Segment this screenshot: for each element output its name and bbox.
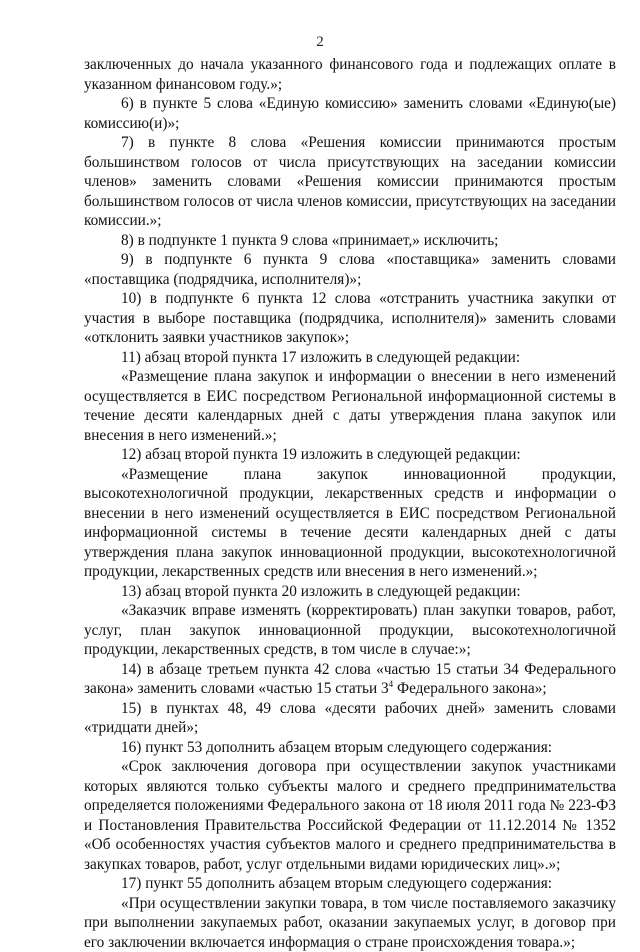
paragraph-text-after: Федерального закона»; <box>393 680 546 697</box>
paragraph: 7) в пункте 8 слова «Решения комиссии принимаются простым большинством голосов от числа присутствующих на заседании комиссии членов» заменить словами «Решения комиссии принимаются простым большинством голосов от числа членов комиссии, присутствующих на заседании комиссии.»; <box>84 133 616 231</box>
paragraph-with-superscript <box>84 660 616 699</box>
paragraph: «При осуществлении закупки товара, в том числе поставляемого заказчику при выполнении закупаемых работ, оказании закупаемых услуг, в договор при его заключении включается информация о стране происхождения товара.»; <box>84 894 616 952</box>
paragraph: 15) в пунктах 48, 49 слова «десяти рабочих дней» заменить словами «тридцати дней»; <box>84 699 616 738</box>
paragraph: 10) в подпункте 6 пункта 12 слова «отстранить участника закупки от участия в выборе поставщика (подрядчика, исполнителя)» заменить словами «отклонить заявки участников закупок»; <box>84 289 616 348</box>
paragraph: заключенных до начала указанного финансового года и подлежащих оплате в указанном финансовом году.»; <box>84 55 616 94</box>
paragraph: 9) в подпункте 6 пункта 9 слова «поставщика» заменить словами «поставщика (подрядчика, исполнителя)»; <box>84 250 616 289</box>
document-body <box>84 55 616 952</box>
paragraph-text-before: 14) в абзаце третьем пункта 42 слова «частью 15 статьи 34 Федерального закона» заменить словами «частью 15 статьи 3 <box>84 661 616 698</box>
paragraph: 11) абзац второй пункта 17 изложить в следующей редакции: <box>84 348 616 368</box>
paragraph: «Срок заключения договора при осуществлении закупок участниками которых являются только субъекты малого и среднего предпринимательства определяется положениями Федерального закона от 18 июля 2011 года № 223-ФЗ и Постановления Правительства Российской Федерации от 11.12.2014 № 1352 «Об особенностях участия субъектов малого и среднего предпринимательства в закупках товаров, работ, услуг отдельными видами юридических лиц».»; <box>84 757 616 874</box>
paragraph: «Размещение плана закупок инновационной продукции, высокотехнологичной продукции, лекарственных средств и информации о внесении в него изменений осуществляется в ЕИС посредством Региональной информационной системы в течение десяти календарных дней с даты утверждения плана закупок инновационной продукции, высокотехнологичной продукции, лекарственных средств или внесения в него изменений.»; <box>84 465 616 582</box>
paragraph: 12) абзац второй пункта 19 изложить в следующей редакции: <box>84 445 616 465</box>
paragraph: 13) абзац второй пункта 20 изложить в следующей редакции: <box>84 582 616 602</box>
paragraph: 6) в пункте 5 слова «Единую комиссию» заменить словами «Единую(ые) комиссию(и)»; <box>84 94 616 133</box>
paragraph: 8) в подпункте 1 пункта 9 слова «принимает,» исключить; <box>84 231 616 251</box>
paragraph: 16) пункт 53 дополнить абзацем вторым следующего содержания: <box>84 738 616 758</box>
page-number: 2 <box>0 34 640 51</box>
paragraph: «Заказчик вправе изменять (корректировать) план закупки товаров, работ, услуг, план закупок инновационной продукции, высокотехнологичной продукции, лекарственных средств, в том числе в случае:»; <box>84 601 616 660</box>
paragraph: 17) пункт 55 дополнить абзацем вторым следующего содержания: <box>84 874 616 894</box>
paragraph: «Размещение плана закупок и информации о внесении в него изменений осуществляется в ЕИС посредством Региональной информационной системы в течение десяти календарных дней с даты утверждения плана закупок или внесения в него изменений.»; <box>84 367 616 445</box>
superscript-index: 4 <box>389 679 394 689</box>
